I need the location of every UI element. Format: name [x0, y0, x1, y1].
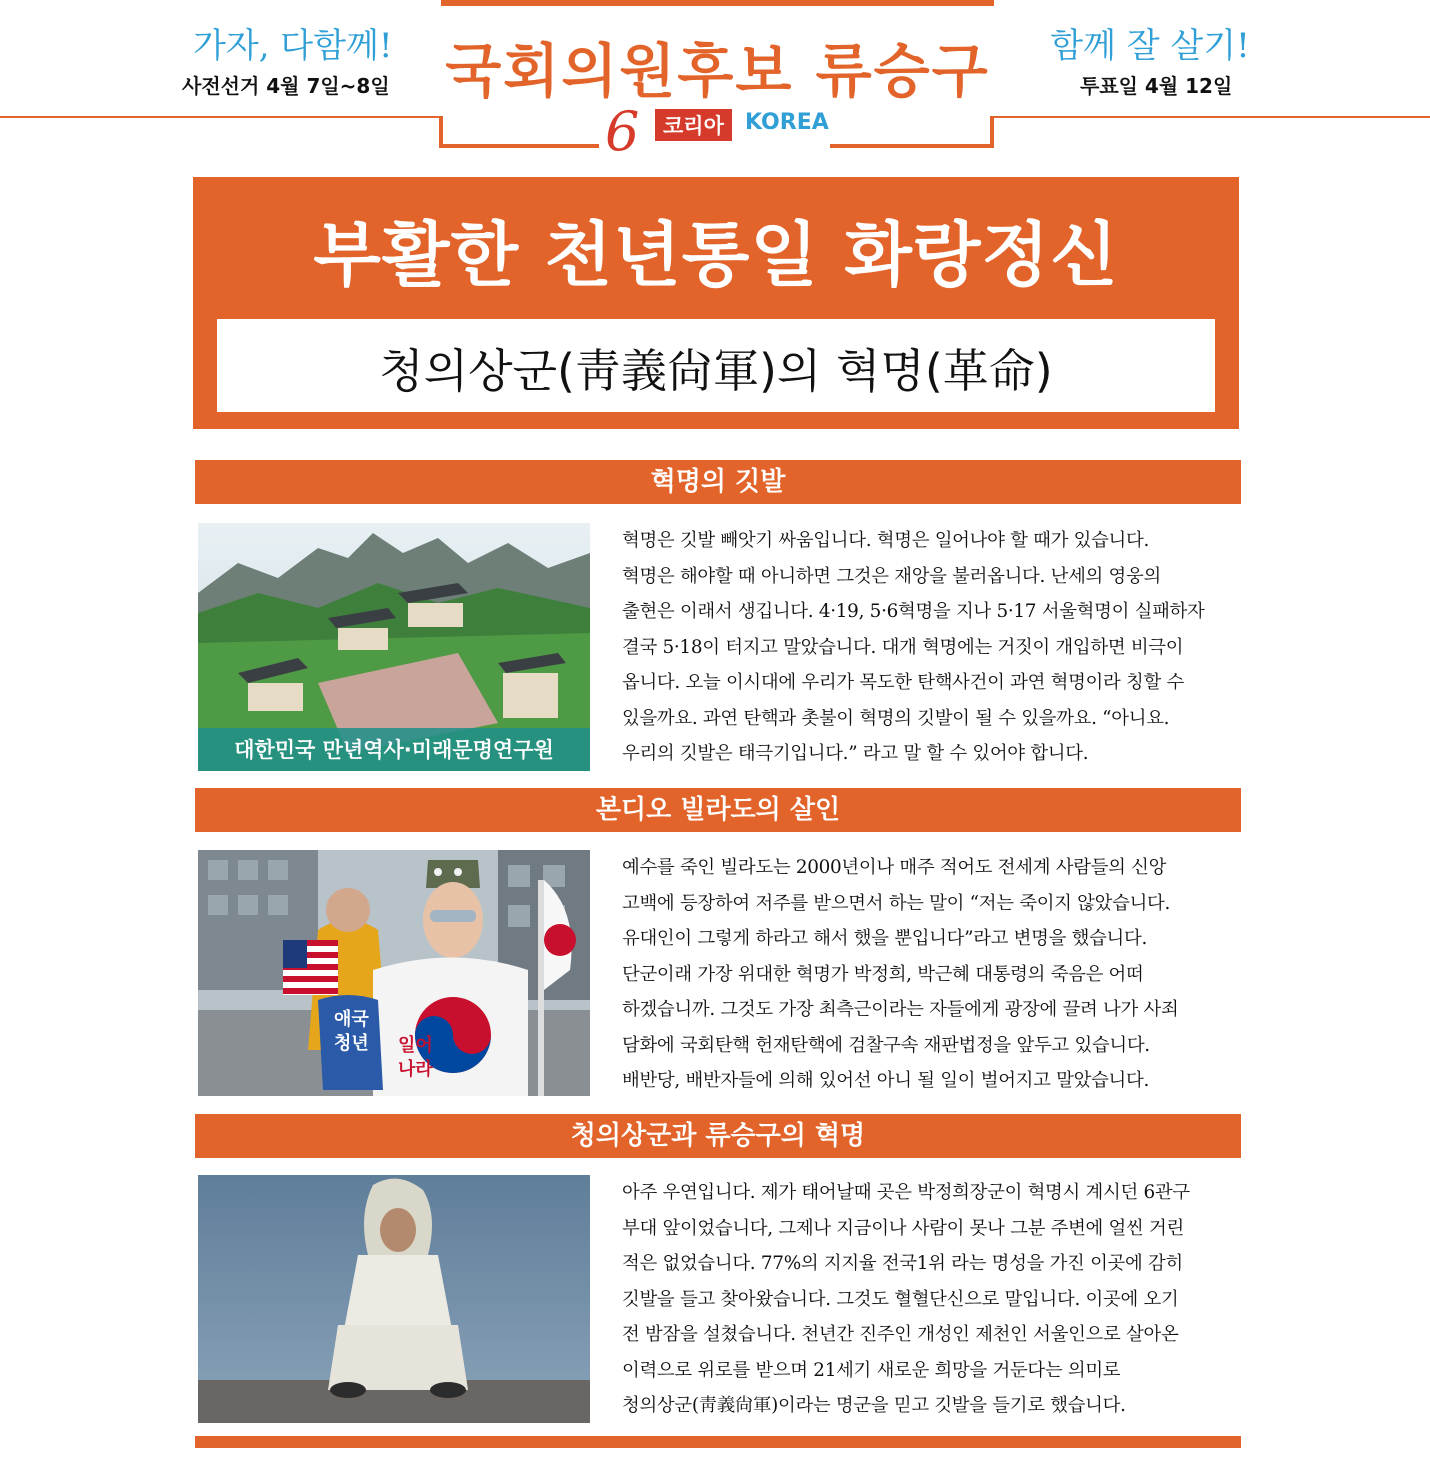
election-day-date: 투표일 4월 12일	[1080, 74, 1233, 98]
header-top-bar	[441, 0, 994, 6]
header-frame-left	[439, 116, 443, 146]
footer-bar	[195, 1436, 1241, 1448]
section-title: 혁명의 깃발	[650, 467, 786, 497]
rally-illustration	[198, 850, 590, 1096]
section-title: 본디오 빌라도의 살인	[595, 795, 841, 825]
party-name-en: KOREA	[745, 110, 829, 135]
section-title-bar	[195, 1114, 1241, 1158]
paragraph-line: 고백에 등장하여 저주를 받으면서 하는 말이 “저는 죽이지 않았습니다.	[622, 892, 1171, 914]
temple-photo	[198, 523, 590, 771]
paragraph-line: 이력으로 위로를 받으며 21세기 새로운 희망을 거둔다는 의미로	[622, 1359, 1121, 1381]
header-rule-left	[0, 116, 441, 118]
paragraph-line: 유대인이 그렇게 하라고 해서 했을 뿐입니다”라고 변명을 했습니다.	[622, 928, 1148, 949]
paragraph-line: 있을까요. 과연 탄핵과 촛불이 혁명의 깃발이 될 수 있을까요. “아니요.	[622, 707, 1170, 729]
header-frame-right	[990, 116, 994, 146]
paragraph-line: 우리의 깃발은 태극기입니다.” 라고 말 할 수 있어야 합니다.	[622, 743, 1089, 764]
portrait-photo	[198, 1175, 590, 1423]
subheadline-box	[217, 319, 1215, 412]
paragraph-line: 출현은 이래서 생깁니다. 4·19, 5·6혁명을 지나 5·17 서울혁명이 실패하자	[622, 601, 1205, 622]
portrait-illustration	[198, 1175, 590, 1423]
section-body	[622, 850, 1232, 1099]
headline-title: 부활한 천년통일 화랑정신	[313, 214, 1119, 296]
paragraph-line: 적은 없었습니다. 77%의 지지율 전국1위 라는 명성을 가진 이곳에 감히	[622, 1253, 1183, 1274]
party-number: 6	[605, 100, 640, 163]
slogan-right: 함께 잘 살기!	[1050, 26, 1250, 66]
paragraph-line: 배반당, 배반자들에 의해 있어선 아니 될 일이 벌어지고 말았습니다.	[622, 1070, 1150, 1091]
candidate-name: 국회의원후보 류승구	[445, 37, 990, 105]
header-frame-bottom-right	[830, 144, 994, 148]
sign-text: 청년	[334, 1033, 369, 1054]
sign-text: 일어	[398, 1035, 433, 1056]
paragraph-line: 아주 우연입니다. 제가 태어날때 곳은 박정희장군이 혁명시 계시던 6관구	[622, 1182, 1190, 1203]
headline-box	[193, 177, 1239, 429]
header-frame-bottom-left	[439, 144, 599, 148]
paragraph-line: 단군이래 가장 위대한 혁명가 박정희, 박근혜 대통령의 죽음은 어떠	[622, 963, 1144, 985]
paragraph-line: 전 밤잠을 설쳤습니다. 천년간 진주인 개성인 제천인 서울인으로 살아온	[622, 1324, 1179, 1345]
paragraph-line: 담화에 국회탄핵 헌재탄핵에 검찰구속 재판법정을 앞두고 있습니다.	[622, 1034, 1150, 1056]
paragraph-line: 부대 앞이었습니다, 그제나 지금이나 사람이 못나 그분 주변에 얼씬 거린	[622, 1217, 1184, 1239]
paragraph-line: 혁명은 깃발 빼앗기 싸움입니다. 혁명은 일어나야 할 때가 있습니다.	[622, 530, 1150, 551]
paragraph-line: 옵니다. 오늘 이시대에 우리가 목도한 탄핵사건이 과연 혁명이라 칭할 수	[622, 672, 1184, 693]
rally-photo	[198, 850, 590, 1096]
sign-text: 애국	[334, 1009, 369, 1030]
sign-text: 나라	[398, 1059, 433, 1080]
paragraph-line: 결국 5·18이 터지고 말았습니다. 대개 혁명에는 거짓이 개입하면 비극이	[622, 636, 1184, 658]
paragraph-line: 혁명은 해야할 때 아니하면 그것은 재앙을 불러옵니다. 난세의 영웅의	[622, 565, 1161, 587]
paragraph-line: 깃발을 들고 찾아왔습니다. 그것도 혈혈단신으로 말입니다. 이곳에 오기	[622, 1288, 1179, 1310]
early-vote-date: 사전선거 4월 7일~8일	[182, 74, 390, 98]
paragraph-line: 하겠습니까. 그것도 가장 최측근이라는 자들에게 광장에 끌려 나가 사죄	[622, 999, 1179, 1020]
paragraph-line: 청의상군(靑義尙軍)이라는 명군을 믿고 깃발을 들기로 했습니다.	[622, 1395, 1126, 1416]
header-rule-right	[991, 116, 1430, 118]
section-body	[622, 523, 1232, 772]
section-title-bar	[195, 788, 1241, 832]
party-name-badge: 코리아	[655, 109, 732, 141]
section-title: 청의상군과 류승구의 혁명	[570, 1121, 866, 1151]
subheadline: 청의상군(靑義尙軍)의 혁명(革命)	[379, 344, 1053, 398]
section-body	[622, 1175, 1232, 1424]
paragraph-line: 예수를 죽인 빌라도는 2000년이나 매주 적어도 전세계 사람들의 신앙	[622, 857, 1167, 878]
section-title-bar	[195, 460, 1241, 504]
slogan-left: 가자, 다함께!	[193, 26, 393, 66]
photo-caption: 대한민국 만년역사·미래문명연구원	[234, 738, 554, 762]
